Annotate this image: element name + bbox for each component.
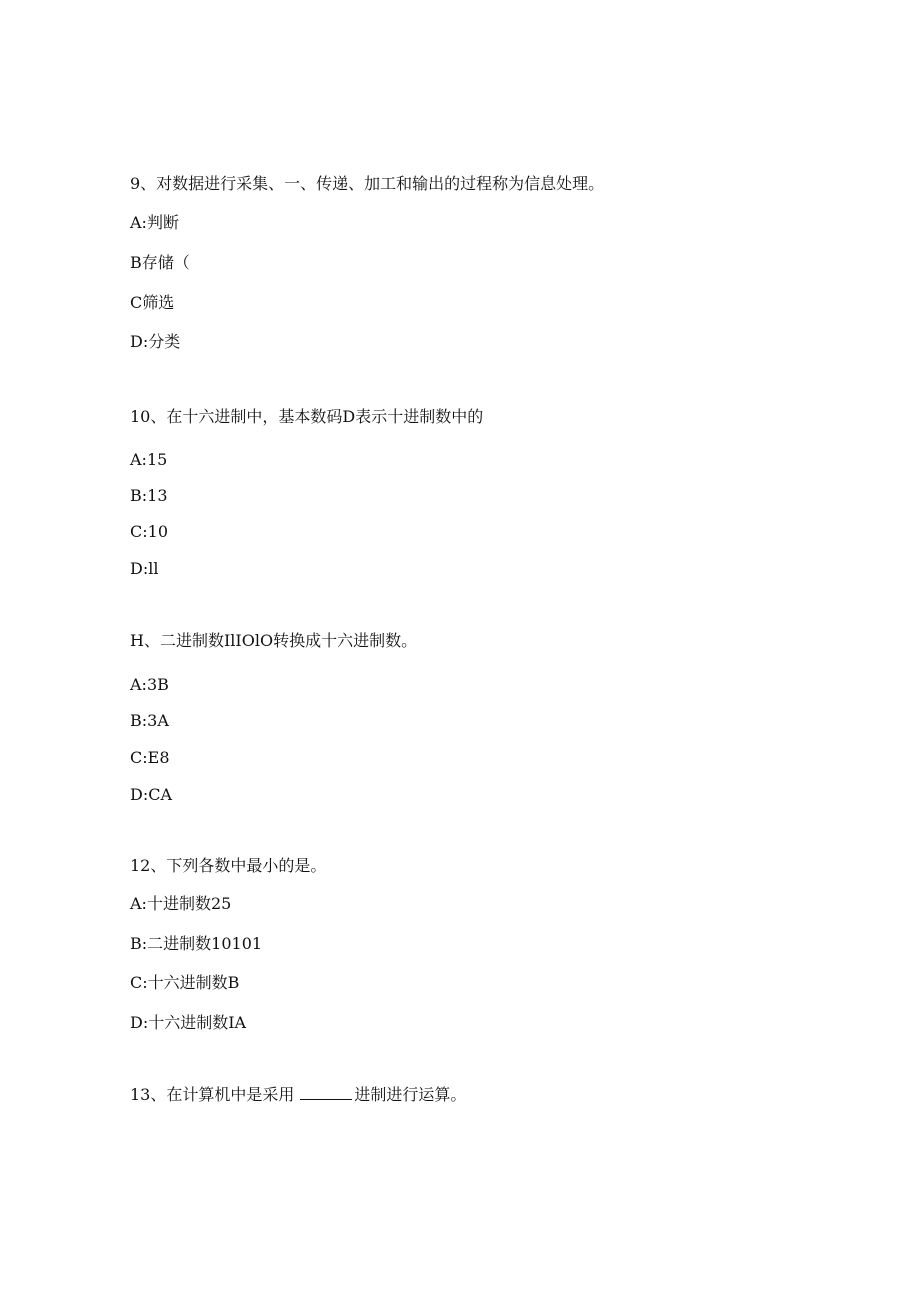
question-11-option-b: B:3A	[130, 711, 169, 730]
question-10-option-b: B:13	[130, 486, 168, 505]
question-13-stem	[130, 1085, 466, 1105]
question-9-option-a: A:判断	[130, 213, 179, 232]
question-13-stem-before: 13、在计算机中是采用	[130, 1085, 295, 1104]
question-13-stem-after: 进制进行运算。	[354, 1085, 467, 1104]
question-10-option-c: C:10	[130, 522, 168, 541]
question-11-option-c: C:E8	[130, 748, 170, 767]
question-11-option-a: A:3B	[130, 675, 169, 694]
question-12-option-b: B:二进制数10101	[130, 934, 263, 953]
question-10-option-d: D:ll	[130, 559, 159, 578]
question-10-stem: 10、在十六进制中，基本数码D表示十进制数中的	[130, 407, 484, 426]
question-9-stem: 9、对数据进行采集、一、传递、加工和输出的过程称为信息处理。	[130, 174, 605, 193]
question-12-stem: 12、下列各数中最小的是。	[130, 856, 327, 875]
question-12-option-c: C:十六进制数B	[130, 973, 240, 992]
question-9-option-c: C筛选	[130, 293, 175, 312]
question-12-option-d: D:十六进制数IA	[130, 1013, 247, 1032]
question-10-option-a: A:15	[130, 450, 168, 469]
question-9-option-d: D:分类	[130, 332, 181, 351]
question-12-option-a: A:十进制数25	[130, 894, 232, 913]
answer-blank	[300, 1085, 352, 1100]
question-11-option-d: D:CA	[130, 785, 173, 804]
question-9-option-b: B存储（	[130, 253, 190, 272]
question-11-stem: H、二进制数IlIOlO转换成十六进制数。	[130, 631, 418, 650]
